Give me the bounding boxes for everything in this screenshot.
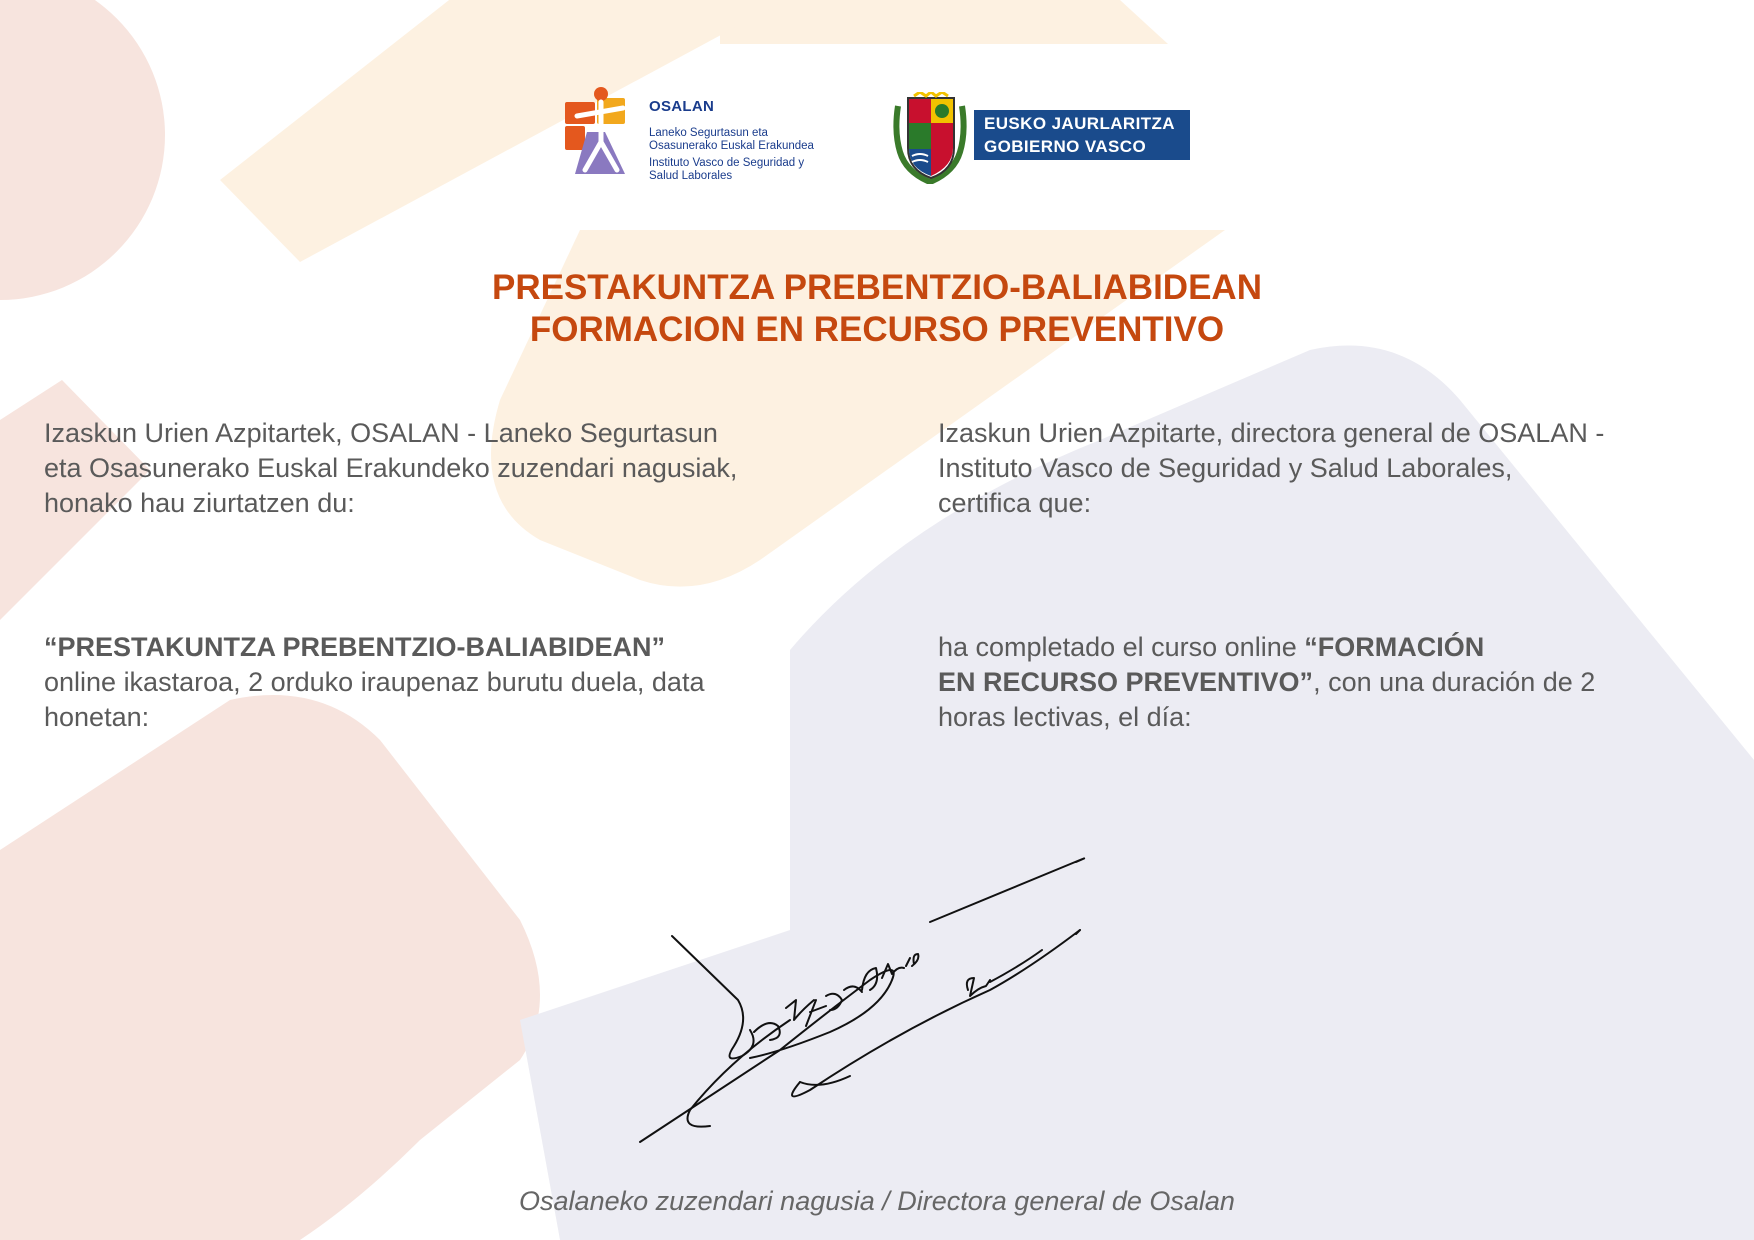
osalan-name: OSALAN (649, 98, 715, 115)
course-spanish-lead: ha completado el curso online (938, 632, 1305, 662)
gobierno-vasco-band (974, 110, 1190, 160)
intro-basque-line: eta Osasunerako Euskal Erakundeko zuzendari nagusiak, (44, 453, 738, 483)
osalan-logo-text (649, 98, 814, 183)
intro-basque (44, 416, 824, 521)
intro-basque-line: honako hau ziurtatzen du: (44, 488, 355, 518)
osalan-line-es-2: Salud Laborales (649, 170, 733, 182)
course-spanish-line: horas lectivas, el día: (938, 702, 1192, 732)
basque-coat-of-arms-icon (890, 92, 972, 184)
intro-spanish (938, 416, 1728, 521)
course-basque-line: honetan: (44, 702, 150, 732)
osalan-figure-icon (565, 86, 627, 186)
intro-basque-line: Izaskun Urien Azpitartek, OSALAN - Laneko Segurtasun (44, 418, 718, 448)
intro-spanish-line: certifica que: (938, 488, 1092, 518)
osalan-line-es-1: Instituto Vasco de Seguridad y (649, 157, 805, 169)
director-signature (630, 850, 1090, 1150)
gobierno-line-2: GOBIERNO VASCO (984, 137, 1147, 156)
course-basque (44, 630, 824, 735)
intro-spanish-line: Izaskun Urien Azpitarte, directora general de OSALAN - (938, 418, 1605, 448)
course-basque-line: online ikastaroa, 2 orduko iraupenaz burutu duela, data (44, 667, 705, 697)
course-name-spanish-1: “FORMACIÓN (1304, 632, 1485, 662)
osalan-line-eu-2: Osasunerako Euskal Erakundea (649, 140, 814, 152)
osalan-line-eu-1: Laneko Segurtasun eta (649, 127, 768, 139)
course-name-spanish-2: EN RECURSO PREVENTIVO” (938, 667, 1314, 697)
signature-caption: Osalaneko zuzendari nagusia / Directora general de Osalan (519, 1186, 1235, 1216)
course-spanish (938, 630, 1728, 735)
title-spanish: FORMACION EN RECURSO PREVENTIVO (529, 310, 1225, 349)
intro-spanish-line: Instituto Vasco de Seguridad y Salud Laborales, (938, 453, 1513, 483)
course-spanish-tail: , con una duración de 2 (1313, 667, 1596, 697)
gobierno-vasco-logo (890, 92, 1200, 184)
course-name-basque: “PRESTAKUNTZA PREBENTZIO-BALIABIDEAN” (44, 632, 665, 662)
title-basque: PRESTAKUNTZA PREBENTZIO-BALIABIDEAN (492, 268, 1262, 307)
osalan-logo (565, 86, 855, 186)
gobierno-line-1: EUSKO JAURLARITZA (984, 114, 1175, 133)
